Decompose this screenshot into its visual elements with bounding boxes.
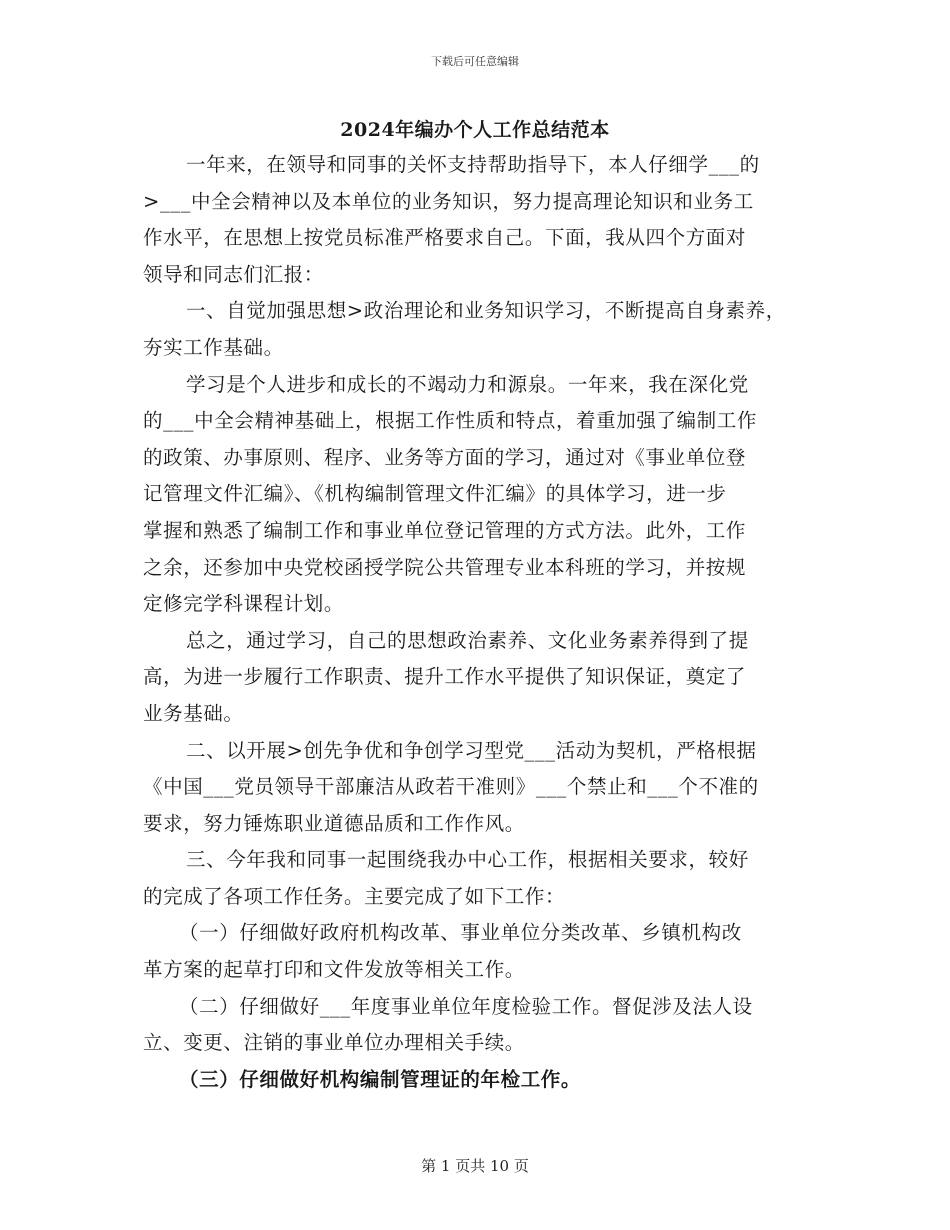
paragraph-line: 记管理文件汇编》、《机构编制管理文件汇编》的具体学习，进一步	[143, 482, 727, 506]
paragraph-line: 一、自觉加强思想>政治理论和业务知识学习，不断提高自身素养，	[186, 299, 786, 323]
paragraph-line: 之余，还参加中央党校函授学院公共管理专业本科班的学习，并按规	[143, 555, 747, 579]
paragraph-line: 《中国___党员领导干部廉洁从政若干准则》___个禁止和___个不准的	[143, 775, 759, 799]
paragraph-line: 二、以开展>创先争优和争创学习型党___活动为契机，严格根据	[186, 738, 757, 762]
paragraph-line: 业务基础。	[143, 701, 244, 725]
paragraph-line: 三、今年我和同事一起围绕我办中心工作，根据相关要求，较好	[186, 848, 749, 872]
paragraph-line: 一年来，在领导和同事的关怀支持帮助指导下，本人仔细学___的	[186, 153, 760, 176]
subsection-heading: （三）仔细做好机构编制管理证的年检工作。	[179, 1067, 582, 1091]
paragraph-line: 总之，通过学习，自己的思想政治素养、文化业务素养得到了提	[186, 628, 749, 652]
paragraph-line: 掌握和熟悉了编制工作和事业单位登记管理的方式方法。此外，工作	[143, 518, 747, 542]
paragraph-line: 夯实工作基础。	[143, 335, 284, 359]
paragraph-line: 立、变更、注销的事业单位办理相关手续。	[143, 1031, 525, 1055]
paragraph-line: 定修完学科课程计划。	[143, 592, 345, 616]
paragraph-line: 要求，努力锤炼职业道德品质和工作作风。	[143, 811, 525, 835]
paragraph-line: （二）仔细做好___年度事业单位年度检验工作。督促涉及法人设	[179, 994, 753, 1018]
paragraph-line: （一）仔细做好政府机构改革、事业单位分类改革、乡镇机构改	[179, 921, 742, 945]
paragraph-line: 学习是个人进步和成长的不竭动力和源泉。一年来，我在深化党	[186, 372, 749, 396]
document-body	[143, 147, 815, 1098]
paragraph-line: 革方案的起草打印和文件发放等相关工作。	[143, 958, 525, 982]
page-footer: 第 1 页共 10 页	[421, 1157, 529, 1175]
paragraph-line: 领导和同志们汇报：	[143, 262, 324, 286]
document-title: 2024年编办个人工作总结范本	[340, 119, 610, 141]
paragraph-line: 的完成了各项工作任务。主要完成了如下工作：	[143, 884, 566, 908]
paragraph-line: >___中全会精神以及本单位的业务知识，努力提高理论知识和业务工	[143, 189, 754, 213]
paragraph-line: 作水平，在思想上按党员标准严格要求自己。下面，我从四个方面对	[143, 226, 747, 250]
paragraph-line: 的___中全会精神基础上，根据工作性质和特点，着重加强了编制工作	[143, 409, 757, 433]
paragraph-line: 高，为进一步履行工作职责、提升工作水平提供了知识保证，奠定了	[143, 665, 747, 689]
paragraph-line: 的政策、办事原则、程序、业务等方面的学习，通过对《事业单位登	[143, 445, 747, 469]
header-note: 下载后可任意编辑	[431, 55, 519, 68]
